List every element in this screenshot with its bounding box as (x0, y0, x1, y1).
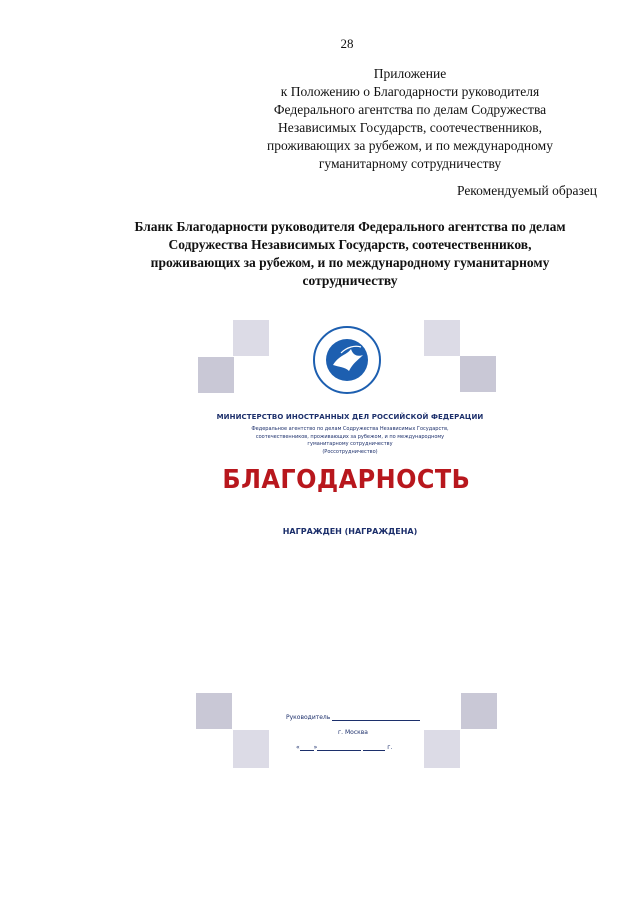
agency-line: (Россотрудничество) (322, 448, 378, 455)
appendix-line: к Положению о Благодарности руководителя (280, 84, 540, 99)
decor-square (196, 693, 232, 729)
year-field (363, 744, 385, 751)
decor-square (461, 693, 497, 729)
signature-field (332, 714, 420, 721)
agency-line: соотечественников, проживающих за рубежом, и по международному (255, 433, 445, 440)
date-line (296, 744, 392, 751)
agency-name (190, 426, 510, 456)
decor-square (233, 730, 269, 768)
head-label: Руководитель (286, 714, 331, 721)
day-field (300, 744, 314, 751)
appendix-line: проживающих за рубежом, и по международному (267, 138, 553, 153)
city-label: г. Москва (338, 729, 368, 736)
awarded-label: НАГРАЖДЕН (НАГРАЖДЕНА) (282, 527, 418, 536)
month-field (317, 744, 361, 751)
appendix-note (200, 65, 620, 173)
head-signature-line (286, 714, 420, 721)
certificate-title: БЛАГОДАРНОСТЬ (222, 465, 471, 495)
recommended-sample-label: Рекомендуемый образец (456, 183, 597, 198)
date-close-quote: » (313, 744, 318, 751)
appendix-line: Федерального агентства по делам Содружества (273, 102, 547, 117)
dove-globe-logo-icon (311, 325, 383, 395)
document-title-line: Бланк Благодарности руководителя Федерального агентства по делам (134, 219, 566, 234)
appendix-line: Приложение (373, 66, 447, 81)
decor-square (460, 356, 496, 392)
page-number: 28 (340, 36, 354, 51)
ministry-name: МИНИСТЕРСТВО ИНОСТРАННЫХ ДЕЛ РОССИЙСКОЙ ФЕДЕРАЦИИ (216, 413, 484, 421)
document-title-line: сотрудничеству (302, 273, 398, 288)
date-open-quote: « (296, 744, 300, 751)
document-title-line: Содружества Независимых Государств, соотечественников, (168, 237, 532, 252)
agency-line: Федеральное агентство по делам Содружества Независимых Государств, (251, 426, 449, 432)
appendix-line: Независимых Государств, соотечественников, (277, 120, 543, 135)
decor-square (424, 320, 460, 356)
appendix-line: гуманитарному сотрудничеству (318, 156, 502, 171)
decor-square (233, 320, 269, 356)
decor-square (424, 730, 460, 768)
year-suffix: г. (387, 744, 393, 751)
decor-square (198, 357, 234, 393)
document-title-line: проживающих за рубежом, и по международному гуманитарному (150, 255, 550, 270)
document-title (90, 218, 610, 290)
agency-line: гуманитарному сотрудничеству (307, 441, 393, 447)
